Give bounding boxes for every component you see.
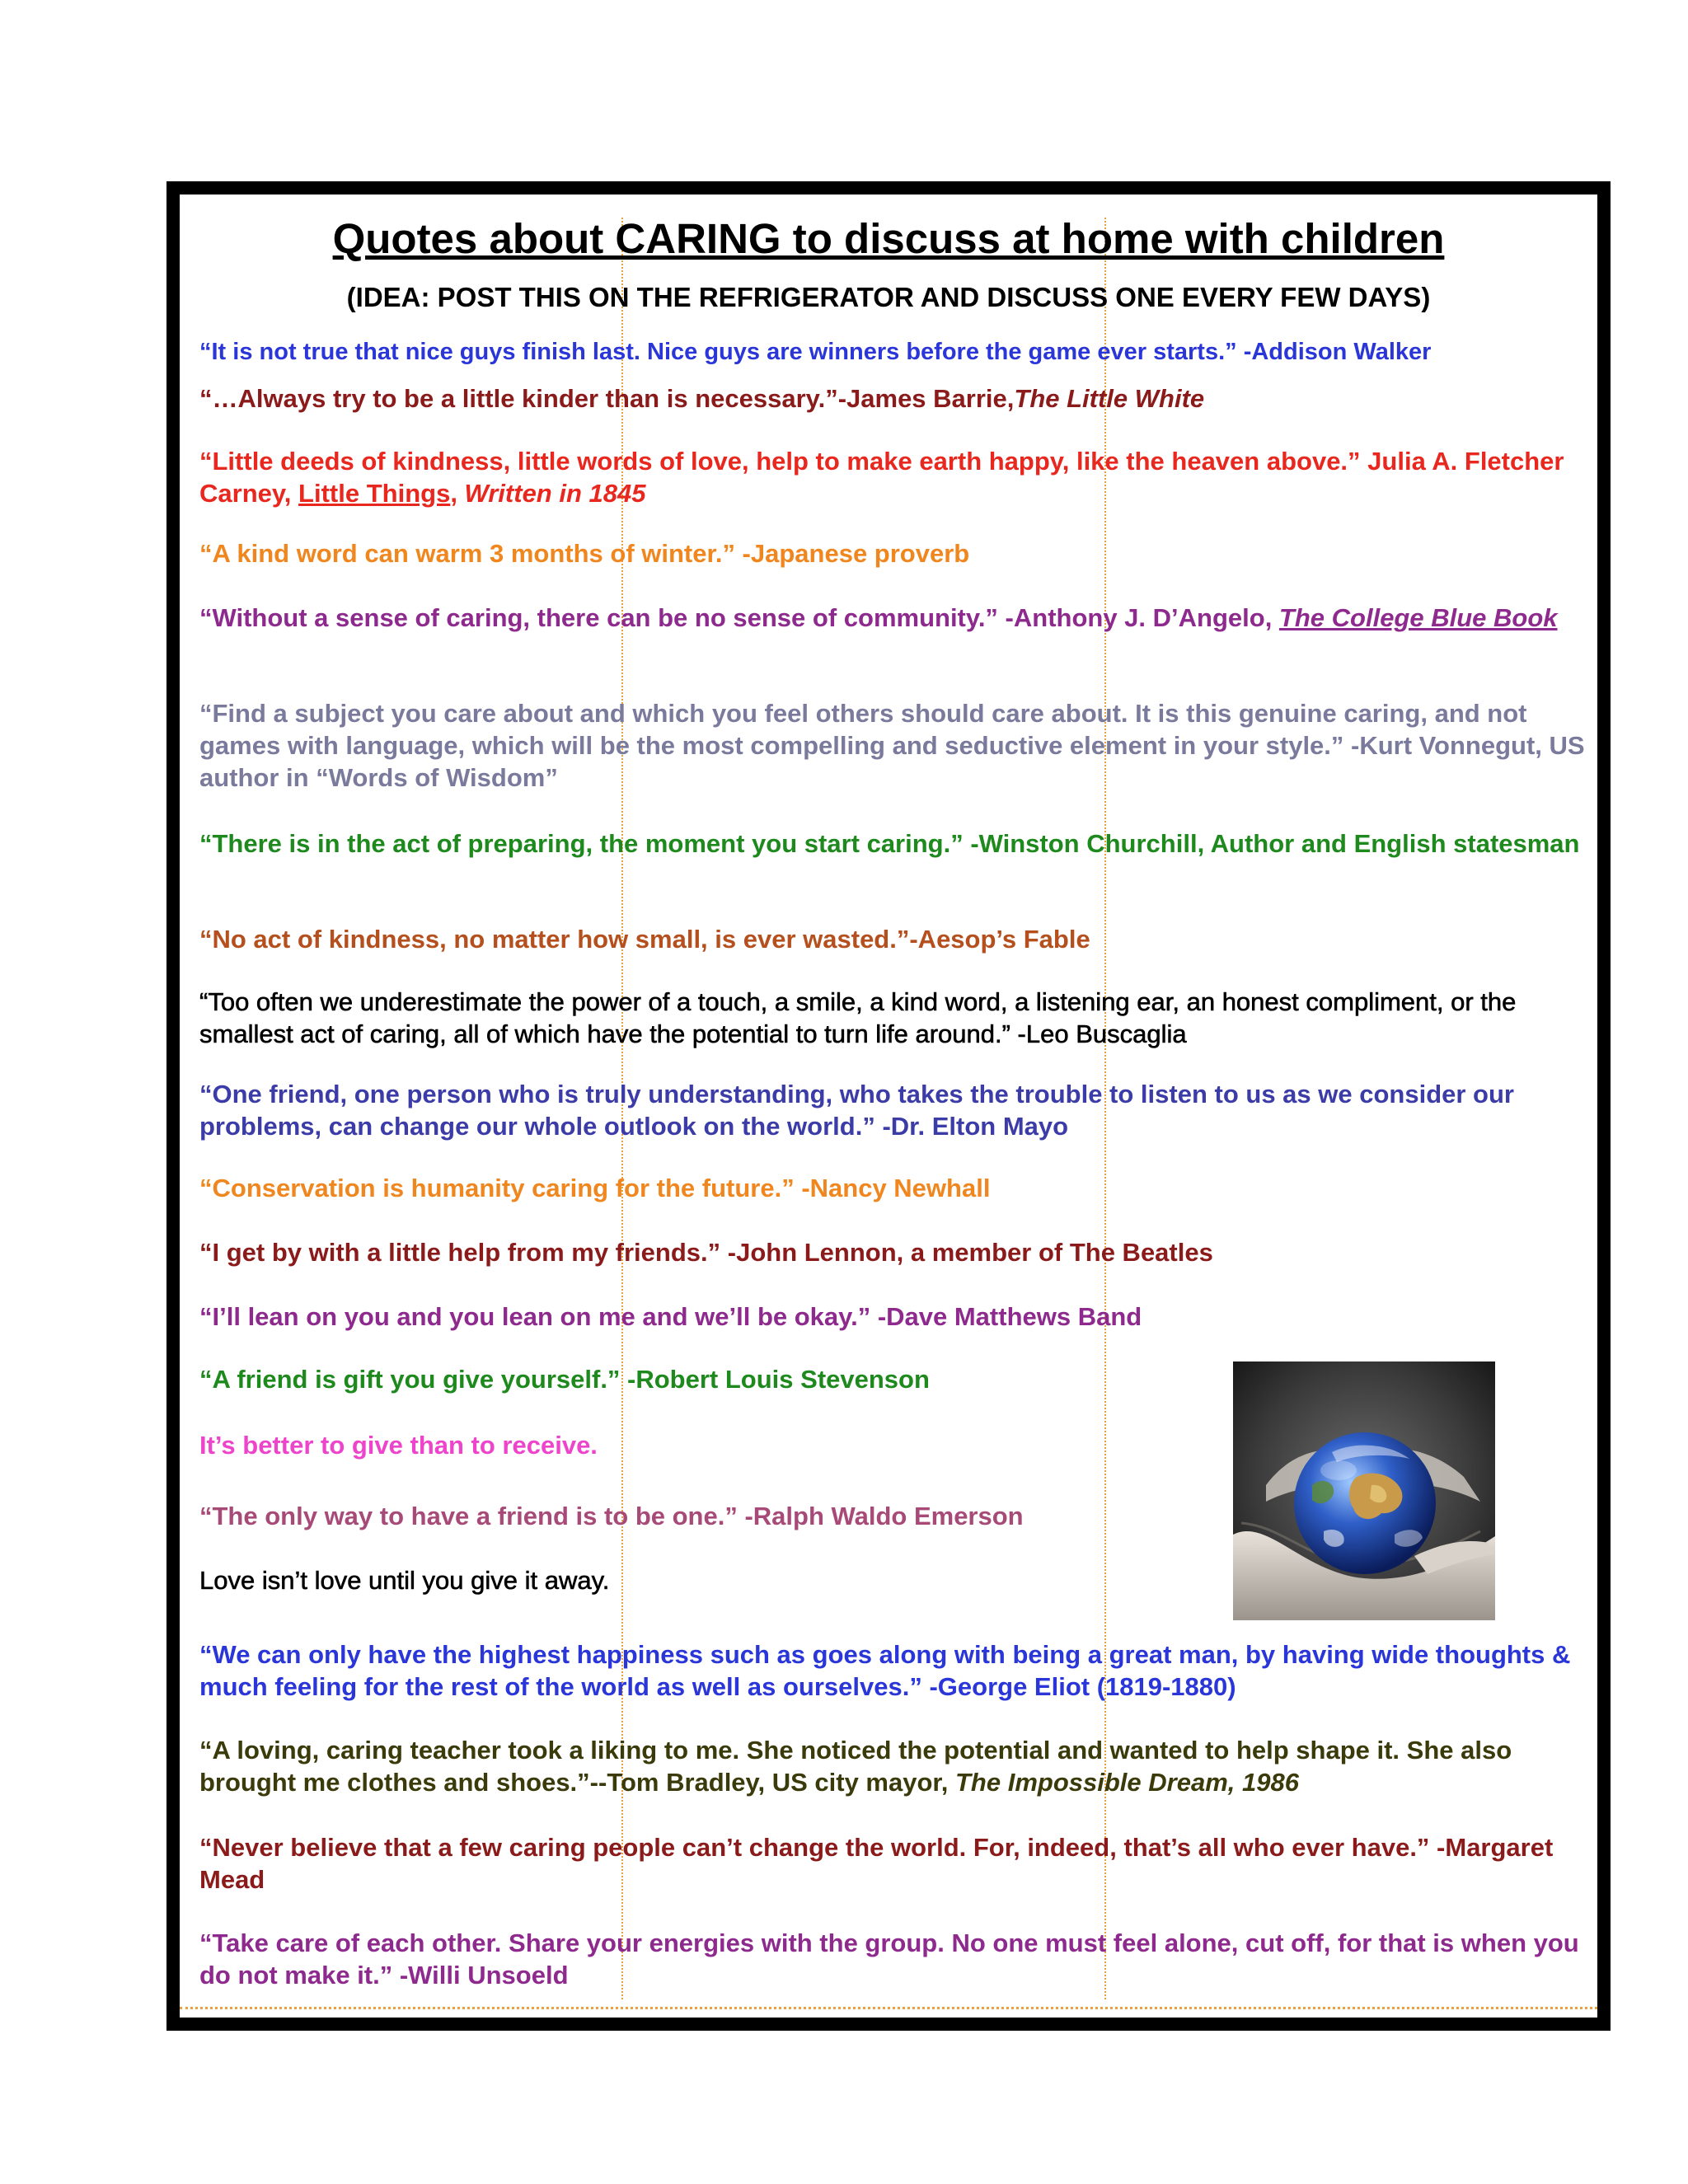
quote-kurt-vonnegut: “Find a subject you care about and which you feel others should care about. It is this genuine caring, and not games with language, which will be the most compelling and seductive element in your style.” -Kurt Vonnegut, US author in “Words of Wisdom” — [199, 699, 1585, 792]
quote-robert-louis-stevenson: “A friend is gift you give yourself.” -Robert Louis Stevenson — [199, 1365, 930, 1394]
quote-love-give-away: Love isn’t love until you give it away. — [199, 1566, 610, 1595]
quote-james-barrie: “…Always try to be a little kinder than is necessary.”-James Barrie,The Little White — [199, 384, 1205, 413]
quote-winston-churchill: “There is in the act of preparing, the moment you start caring.” -Winston Churchill, Author and English statesman — [199, 829, 1580, 858]
quote-elton-mayo: “One friend, one person who is truly understanding, who takes the trouble to listen to us as we consider our problems, can change our whole outlook on the world.” -Dr. Elton Mayo — [199, 1080, 1514, 1141]
page-subtitle: (IDEA: POST THIS ON THE REFRIGERATOR AND DISCUSS ONE EVERY FEW DAYS) — [346, 282, 1431, 312]
earth-in-hands-image — [1233, 1361, 1495, 1620]
quote-george-eliot: “We can only have the highest happiness such as goes along with being a great man, by having wide thoughts & much feeling for the rest of the world as well as ourselves.” -George Eliot (1819-1880) — [199, 1640, 1571, 1701]
quote-julia-carney: “Little deeds of kindness, little words of love, help to make earth happy, like the heaven above.” Julia A. Fletcher Carney, Little Things, Written in 1845 — [199, 447, 1564, 508]
quote-aesop: “No act of kindness, no matter how small, is ever wasted.”-Aesop’s Fable — [199, 925, 1090, 954]
quote-margaret-mead: “Never believe that a few caring people can’t change the world. For, indeed, that’s all who ever have.” -Margaret Mead — [199, 1833, 1554, 1894]
quote-give-receive: It’s better to give than to receive. — [199, 1431, 598, 1460]
quote-dave-matthews: “I’ll lean on you and you lean on me and we’ll be okay.” -Dave Matthews Band — [199, 1302, 1142, 1331]
quote-willi-unsoeld: “Take care of each other. Share your energies with the group. No one must feel alone, cut off, for that is when you do not make it.” -Willi Unsoeld — [199, 1929, 1579, 1990]
page-title: Quotes about CARING to discuss at home with children — [332, 215, 1445, 262]
quote-ralph-waldo-emerson: “The only way to have a friend is to be one.” -Ralph Waldo Emerson — [199, 1502, 1024, 1530]
document-frame — [166, 181, 1611, 2031]
quote-anthony-dangelo: “Without a sense of caring, there can be no sense of community.” -Anthony J. D’Angelo, The College Blue Book — [199, 603, 1558, 632]
earth-in-hands-icon — [1233, 1361, 1495, 1620]
quote-tom-bradley: “A loving, caring teacher took a liking to me. She noticed the potential and wanted to help shape it. She also brought me clothes and shoes.”--Tom Bradley, US city mayor, The Impossible Dream, 1986 — [199, 1736, 1512, 1797]
quote-japanese-proverb: “A kind word can warm 3 months of winter.” -Japanese proverb — [199, 539, 970, 568]
quote-leo-buscaglia: “Too often we underestimate the power of a touch, a smile, a kind word, a listening ear, an honest compliment, or the smallest act of caring, all of which have the potential to turn life around.” -Leo Buscaglia — [199, 987, 1517, 1048]
quote-addison-walker: “It is not true that nice guys finish last. Nice guys are winners before the game ever starts.” -Addison Walker — [199, 339, 1432, 365]
quote-john-lennon: “I get by with a little help from my friends.” -John Lennon, a member of The Beatles — [199, 1238, 1213, 1267]
layout-guide-line — [180, 2007, 1597, 2009]
quote-nancy-newhall: “Conservation is humanity caring for the future.” -Nancy Newhall — [199, 1174, 991, 1202]
